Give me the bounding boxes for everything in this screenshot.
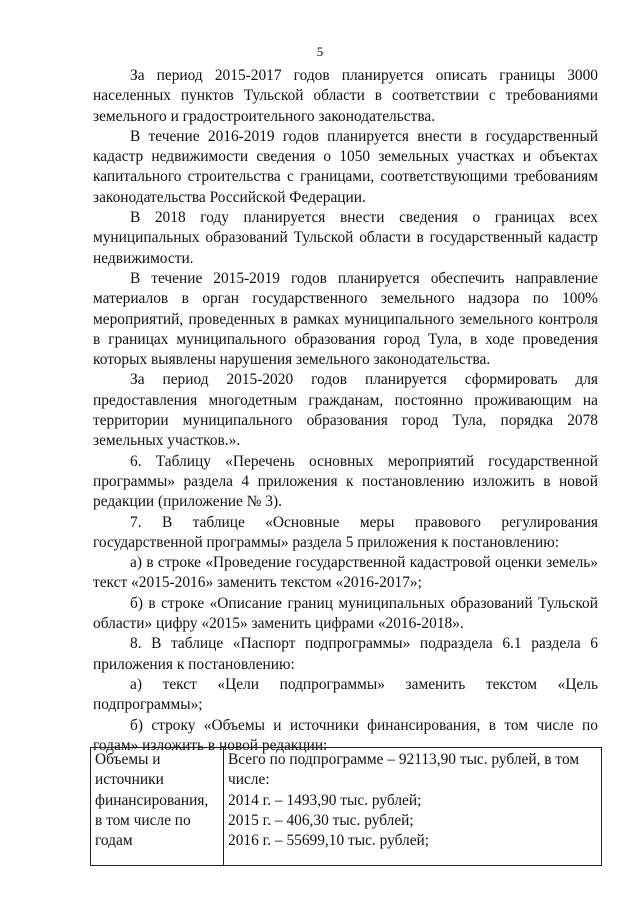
paragraph-land-plots: В течение 2016-2019 годов планируется внести в государственный кадастр недвижимости сведения о 1050 земельных участках и объектах капитального строительства с границами, соответствующими требованиям законодательства Российской Федерации. [93, 127, 598, 206]
page-number: 5 [316, 44, 324, 59]
paragraph-item-7: 7. В таблице «Основные меры правового регулирования государственной программы» раздела 5 приложения к постановлению: [93, 513, 598, 551]
paragraph-item-7a: а) в строке «Проведение государственной кадастровой оценки земель» текст «2015-2016» заменить текстом «2016-2017»; [93, 554, 598, 592]
funding-value-cell [224, 748, 602, 866]
label-line: финансирования, [95, 791, 209, 809]
value-line: 2015 г. – 406,30 тыс. рублей; [228, 811, 414, 829]
paragraph-municipal-borders: В 2018 году планируется внести сведения о границах всех муниципальных образований Тульской области в государственный кадастр недвижимости. [93, 209, 598, 267]
value-line: 2014 г. – 1493,90 тыс. рублей; [228, 791, 422, 809]
paragraph-item-8: 8. В таблице «Паспорт подпрограммы» подраздела 6.1 раздела 6 приложения к постановлению: [93, 635, 598, 673]
document-body [93, 66, 598, 756]
label-line: в том числе по [95, 811, 191, 829]
value-line: 2016 г. – 55699,10 тыс. рублей; [228, 832, 430, 850]
paragraph-cadastre-borders: За период 2015-2017 годов планируется описать границы 3000 населенных пунктов Тульской области в соответствии с требованиями земельного и градостроительного законодательства. [93, 67, 598, 125]
paragraph-item-6: 6. Таблицу «Перечень основных мероприятий государственной программы» раздела 4 приложения к постановлению изложить в новой редакции (приложение № 3). [93, 452, 598, 511]
funding-table [90, 747, 602, 866]
value-line: Всего по подпрограмме – 92113,90 тыс. рублей, в том [228, 751, 580, 768]
paragraph-item-8b: б) строку «Объемы и источники финансирования, в том числе по годам» изложить в новой редакции: [93, 716, 598, 754]
label-line: Объемы и [95, 751, 161, 768]
funding-label-cell [91, 748, 224, 866]
paragraph-land-supervision: В течение 2015-2019 годов планируется обеспечить направление материалов в орган государственного земельного надзора по 100% мероприятий, проведенных в рамках муниципального земельного контроля в границах муниципального образования город Тула, в ходе проведения которых выявлены нарушения земельного законодательства. [93, 269, 598, 369]
table-row [91, 748, 602, 866]
value-line: числе: [228, 771, 270, 789]
paragraph-item-7b: б) в строке «Описание границ муниципальных образований Тульской области» цифру «2015» заменить цифрами «2016-2018». [93, 594, 598, 633]
paragraph-large-families: За период 2015-2020 годов планируется сформировать для предоставления многодетным гражданам, постоянно проживающим на территории муниципального образования город Тула, порядка 2078 земельных участков.». [93, 371, 598, 450]
paragraph-item-8a: а) текст «Цели подпрограммы» заменить текстом «Цель подпрограммы»; [93, 675, 598, 714]
label-line: источники [95, 771, 164, 789]
label-line: годам [95, 832, 133, 850]
